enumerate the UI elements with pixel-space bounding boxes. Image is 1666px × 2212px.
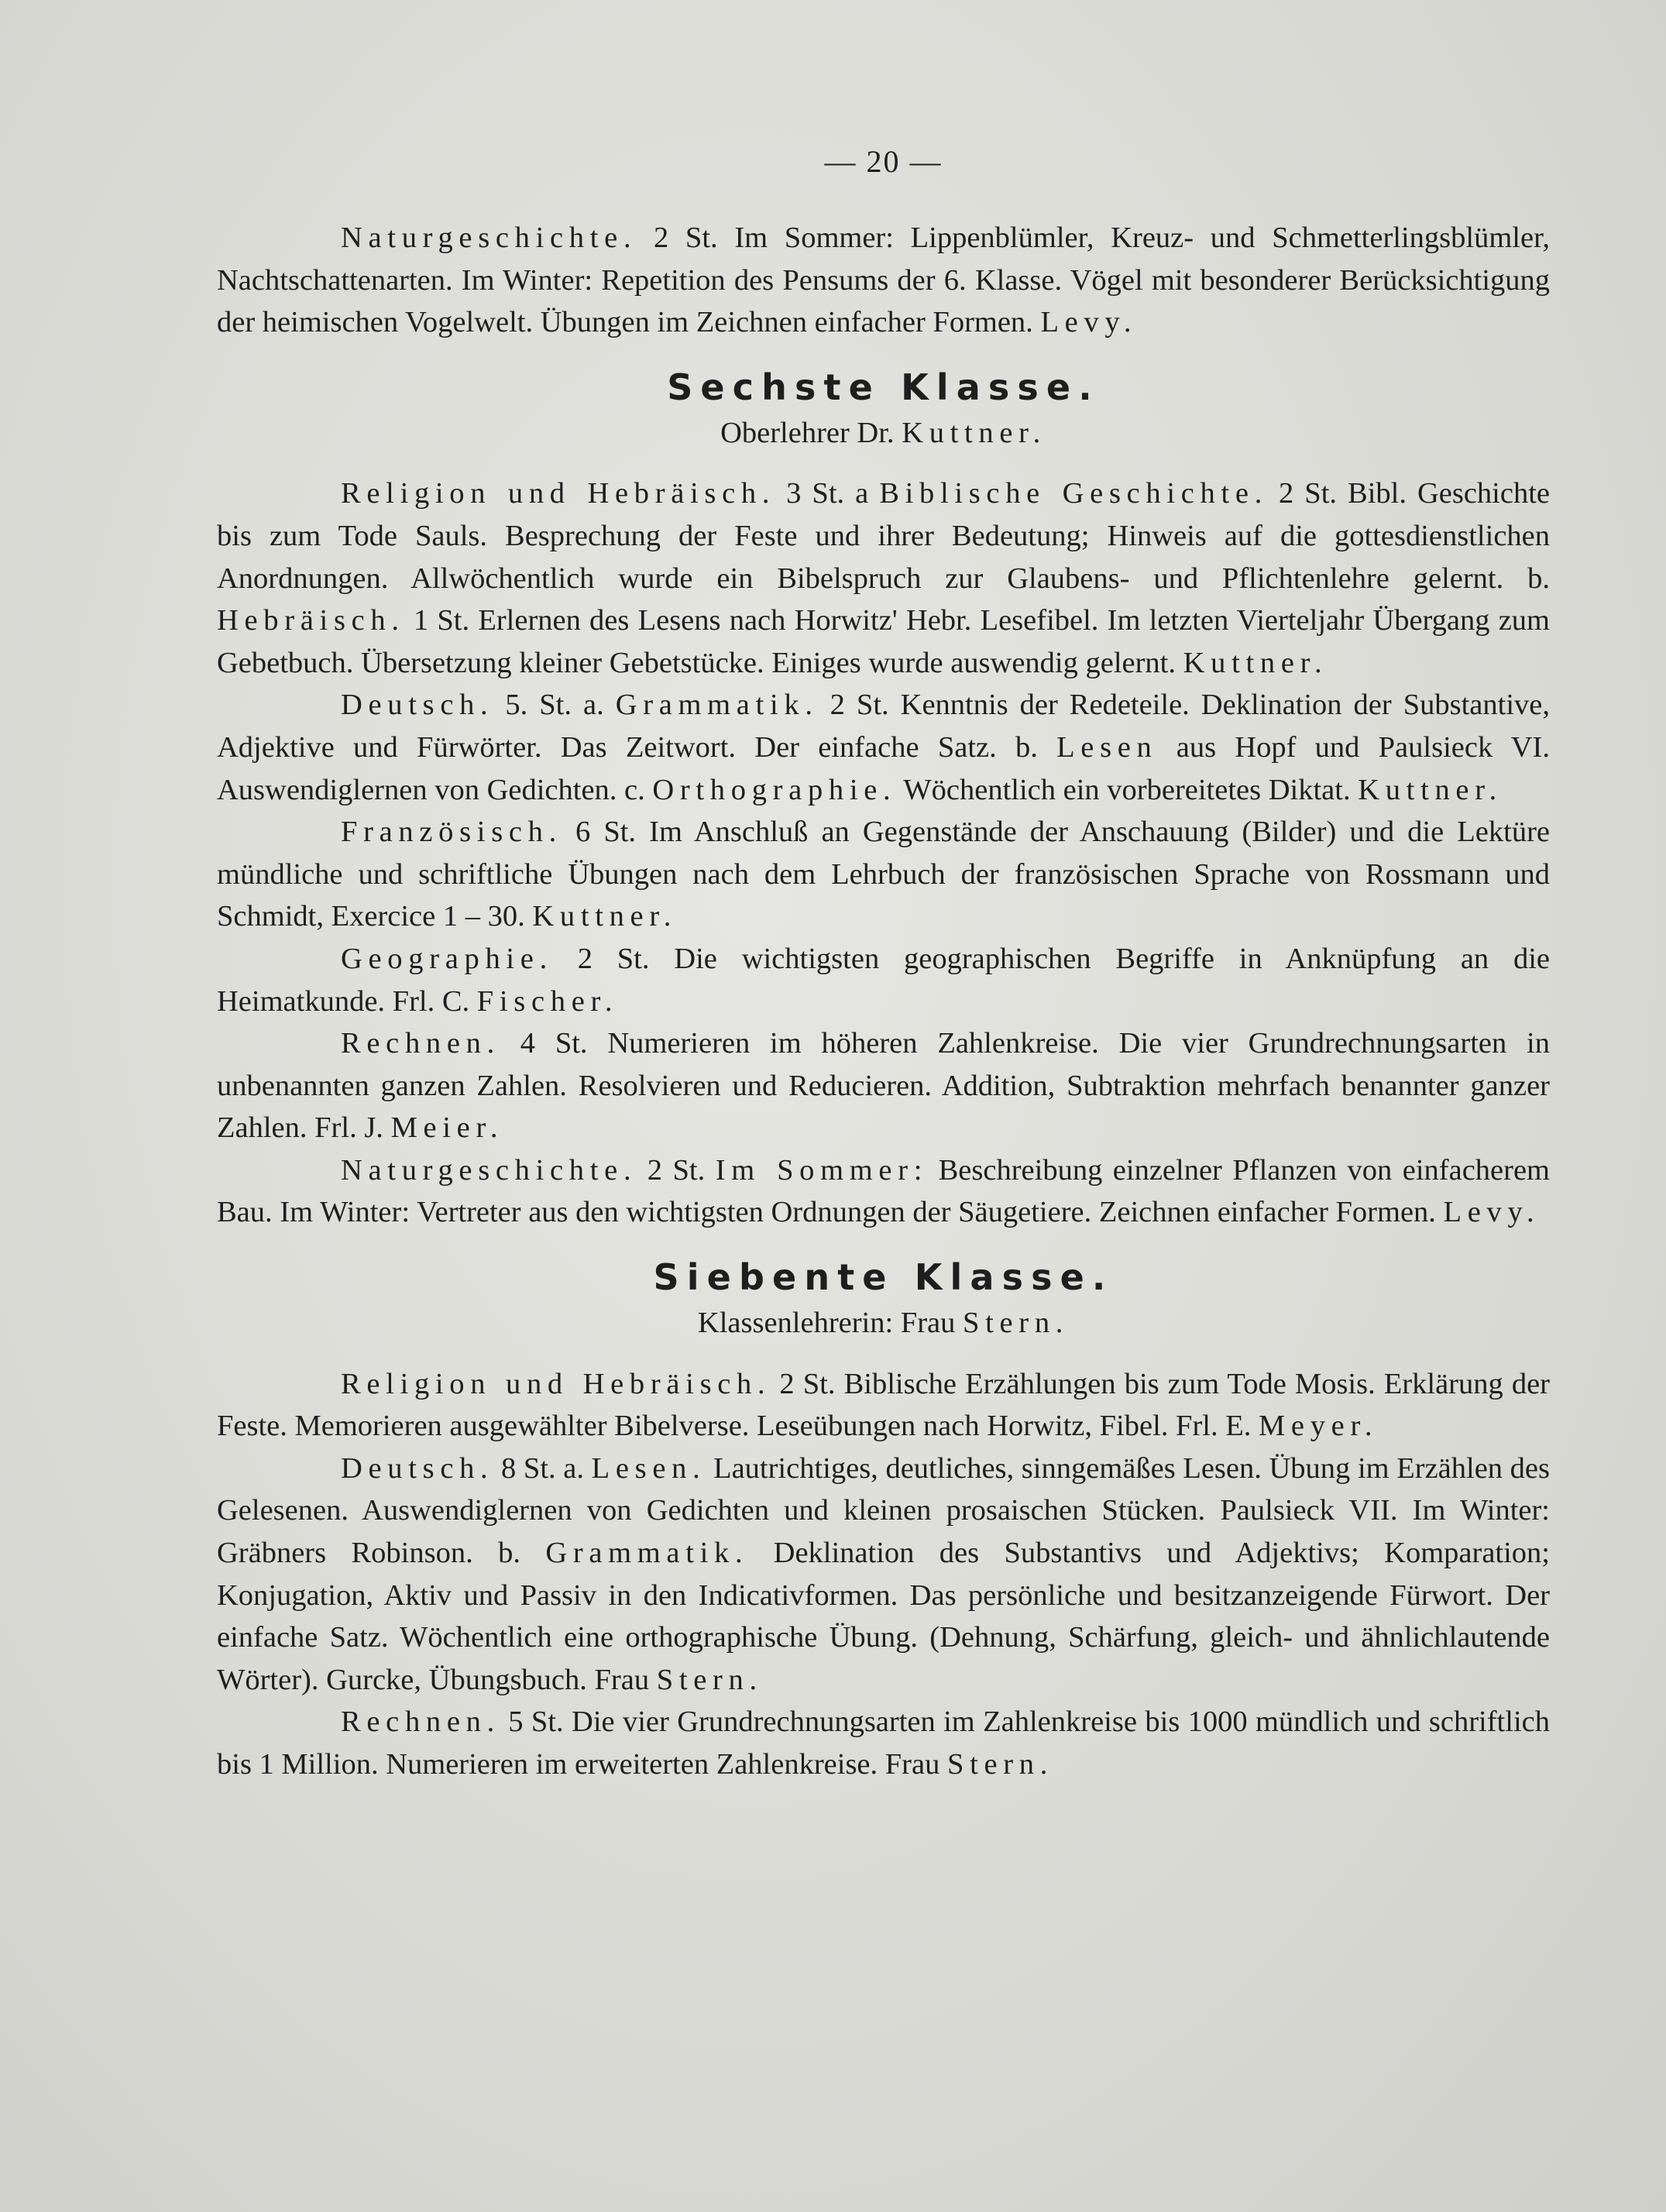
section-title-sechste-klasse: Sechste Klasse.	[667, 366, 1100, 408]
section-title-siebente-klasse: Siebente Klasse.	[653, 1256, 1114, 1299]
body-text: 6 St. Im Anschluß an Gegenstände der Anschauung (Bilder) und die Lektüre mündliche und schriftliche Übungen nach dem Lehrbuch der französischen Sprache von Rossmann und Schmidt, Exercice 1 – 30.	[217, 816, 1550, 933]
teacher-name: Levy.	[1443, 1196, 1541, 1229]
body-text: Lautrichtiges, deutliches, sinngemäßes Lesen. Übung im Erzählen des Gelesenen. Auswendiglernen von Gedichten und kleinen prosaischen Stücken. Paulsieck VII. Im Winter: Gräbners Robinson. b.	[217, 1451, 1550, 1570]
body-text: aus Hopf und Paulsieck VI. Auswendiglernen von Gedichten. c.	[217, 730, 1550, 806]
body-text: 2 St. Im Sommer: Lippenblümler, Kreuz- und Schmetterlingsblümler, Nachtschattenarten. Im Winter: Repetition des Pensums der 6. Klasse. Vögel mit besonderer Berücksichtigung der heimischen Vogelwelt. Übungen im Zeichnen einfacher Formen.	[217, 222, 1550, 339]
teacher-name: Kuttner.	[1183, 646, 1328, 679]
paragraph-naturgeschichte-intro	[217, 217, 1550, 344]
paragraph-deutsch-6	[217, 684, 1550, 811]
body-text: 8 St. a.	[493, 1451, 592, 1485]
subject-heading: Religion und Hebräisch.	[341, 1367, 771, 1400]
teacher-name: Kuttner.	[532, 900, 678, 933]
subtitle-prefix: Oberlehrer Dr.	[720, 416, 902, 449]
subject-heading: Naturgeschichte.	[341, 1153, 637, 1187]
body-text: 1 St. Erlernen des Lesens nach Horwitz' Hebr. Lesefibel. Im letzten Vierteljahr Übergang zum Gebetbuch. Übersetzung kleiner Gebetstücke. Einiges wurde auswendig gelernt.	[217, 604, 1550, 679]
subject-heading: Rechnen.	[341, 1027, 500, 1060]
teacher-name: Stern.	[946, 1748, 1054, 1781]
body-text: 5 St. Die vier Grundrechnungsarten im Zahlenkreise bis 1000 mündlich und schriftlich bis 1 Million. Numerieren im erweiterten Zahlenkreise. Frau	[217, 1705, 1550, 1781]
paragraph-geographie-6	[217, 938, 1550, 1022]
body-text: 2 St. Die wichtigsten geographischen Begriffe in Anknüpfung an die Heimatkunde. Frl. C.	[217, 942, 1550, 1018]
subject-heading: Französisch.	[341, 816, 562, 849]
teacher-name: Fischer.	[476, 984, 619, 1018]
body-text: 2 St.	[637, 1153, 716, 1187]
subject-heading: Grammatik.	[545, 1537, 749, 1570]
body-text: Deklination des Substantivs und Adjektivs; Komparation; Konjugation, Aktiv und Passiv in den Indicativformen. Das persönliche und besitzanzeigende Fürwort. Der einfache Satz. Wöchentlich eine orthographische Übung. (Dehnung, Schärfung, gleich- und ähnlichlautende Wörter). Gurcke, Übungsbuch. Frau	[217, 1537, 1550, 1696]
subject-heading: Geographie.	[341, 942, 553, 975]
subject-heading: Biblische Geschichte.	[879, 477, 1269, 510]
body-text: 2 St. Bibl. Geschichte bis zum Tode Sauls. Besprechung der Feste und ihrer Bedeutung; Hinweis auf die gottesdienstlichen Anordnungen. Allwöchentlich wurde ein Bibelspruch zur Glaubens- und Pflichtenlehre gelernt. b.	[217, 477, 1550, 595]
paragraph-franzoesisch-6	[217, 811, 1550, 938]
subject-heading: Hebräisch.	[217, 604, 405, 637]
body-text: 3 St. a	[775, 477, 880, 510]
subject-heading: Orthographie.	[652, 773, 897, 806]
teacher-name: Stern.	[963, 1307, 1070, 1340]
paragraph-religion-6	[217, 472, 1550, 684]
subject-heading: Grammatik.	[615, 689, 819, 722]
body-text: Beschreibung einzelner Pflanzen von einfacherem Bau. Im Winter: Vertreter aus den wichtigsten Ordnungen der Säugetiere. Zeichnen einfacher Formen.	[217, 1153, 1550, 1229]
body-text: Wöchentlich ein vorbereitetes Diktat.	[896, 773, 1359, 806]
body-text: 5. St. a.	[493, 689, 616, 722]
teacher-name: Stern.	[656, 1663, 763, 1696]
subject-heading: Lesen	[1056, 730, 1158, 764]
subject-heading: Religion und Hebräisch.	[341, 477, 776, 510]
teacher-name: Meyer.	[1258, 1410, 1379, 1443]
body-text: 2 St. Biblische Erzählungen bis zum Tode Mosis. Erklärung der Feste. Memorieren ausgewählter Bibelverse. Leseübungen nach Horwitz, Fibel. Frl. E.	[217, 1367, 1550, 1443]
section-subtitle-siebente-klasse	[217, 1302, 1550, 1345]
subject-heading: Lesen.	[591, 1451, 706, 1485]
paragraph-rechnen-7	[217, 1701, 1550, 1785]
body-text: 4 St. Numerieren im höheren Zahlenkreise. Die vier Grundrechnungsarten in unbenannten ganzen Zahlen. Resolvieren und Reducieren. Addition, Subtraktion mehrfach benannter ganzer Zahlen. Frl. J.	[217, 1027, 1550, 1145]
paragraph-naturgeschichte-6	[217, 1149, 1550, 1234]
teacher-name: Kuttner.	[1358, 773, 1503, 806]
body-text: 2 St. Kenntnis der Redeteile. Deklination der Substantive, Adjektive und Fürwörter. Das Zeitwort. Der einfache Satz. b.	[217, 689, 1550, 764]
page-number: — 20 —	[824, 144, 943, 179]
paragraph-religion-7	[217, 1363, 1550, 1448]
subject-heading: Deutsch.	[341, 1451, 494, 1485]
paragraph-rechnen-6	[217, 1022, 1550, 1149]
subject-heading: Rechnen.	[341, 1705, 500, 1739]
paragraph-deutsch-7	[217, 1448, 1550, 1702]
subject-heading: Naturgeschichte.	[341, 222, 637, 254]
teacher-name: Levy.	[1040, 306, 1138, 339]
subject-heading: Deutsch.	[341, 689, 494, 722]
section-subtitle-sechste-klasse	[217, 412, 1550, 455]
teacher-name: Kuttner.	[902, 416, 1046, 449]
subtitle-prefix: Klassenlehrerin: Frau	[697, 1307, 964, 1340]
teacher-name: Meier.	[390, 1111, 504, 1145]
subject-heading: Im Sommer:	[715, 1153, 929, 1187]
